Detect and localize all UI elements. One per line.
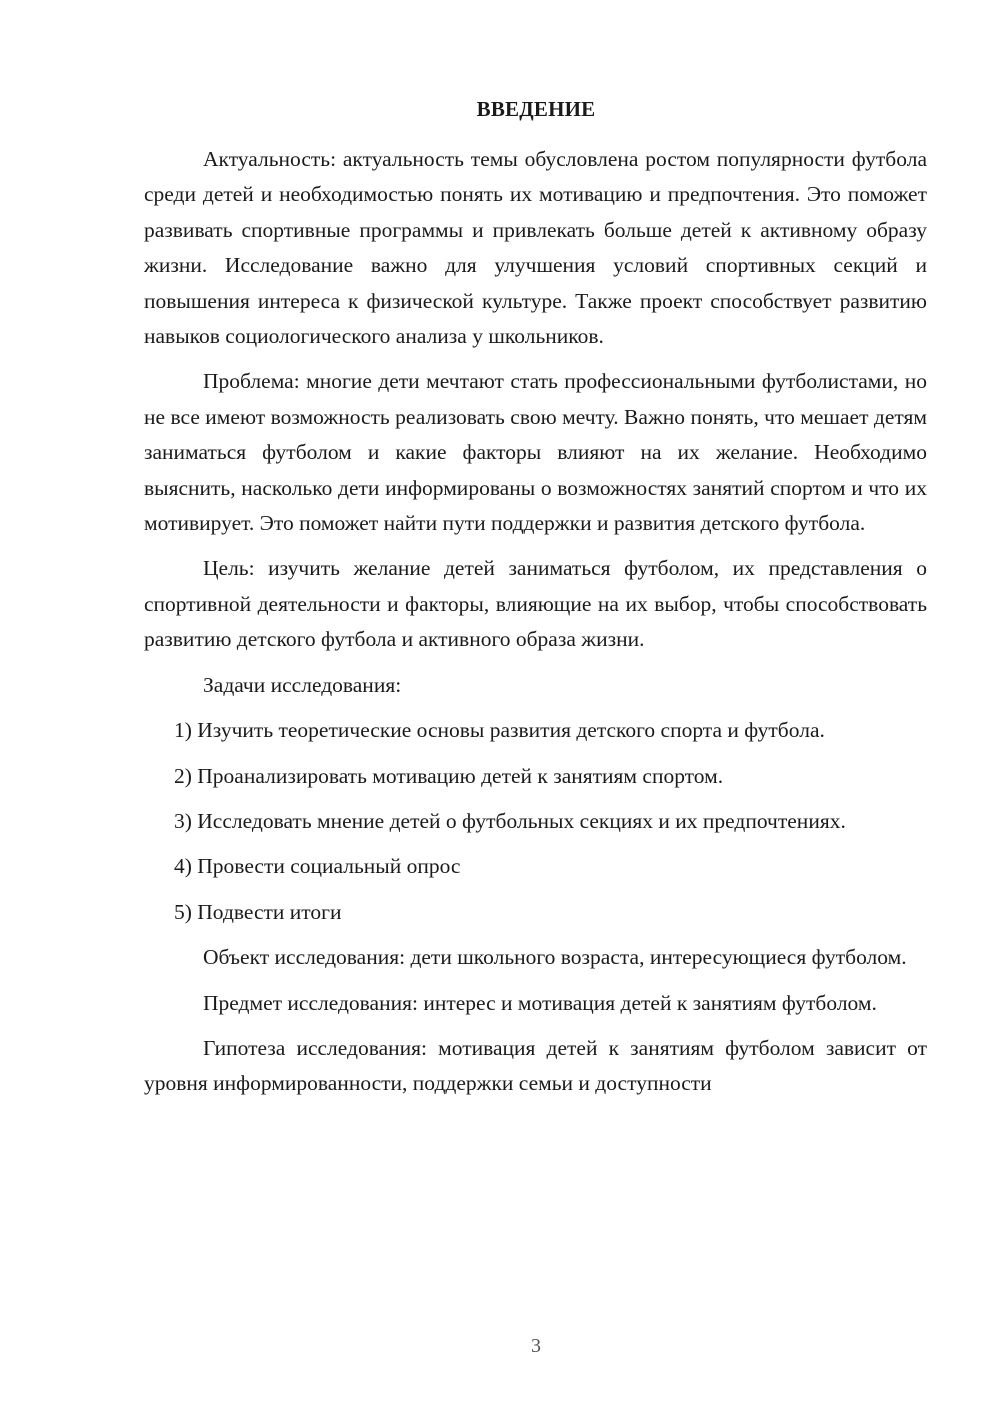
paragraph-subject: Предмет исследования: интерес и мотивация детей к занятиям футболом. <box>203 990 877 1015</box>
task-item-5: 5) Подвести итоги <box>174 899 342 924</box>
paragraph-relevance: Актуальность: актуальность темы обусловлена ростом популярности футбола среди детей и необходимостью понять их мотивацию и предпочтения. Это поможет развивать спортивные программы и привлекать больше детей к активному образу жизни. Исследование важно для улучшения условий спортивных секций и повышения интереса к физической культуре. Также проект способствует развитию навыков социологического анализа у школьников. <box>144 147 927 349</box>
task-item-4: 4) Провести социальный опрос <box>174 854 461 879</box>
paragraph-object: Объект исследования: дети школьного возраста, интересующиеся футболом. <box>203 945 907 970</box>
page-number: 3 <box>531 1335 541 1357</box>
task-item-2: 2) Проанализировать мотивацию детей к занятиям спортом. <box>174 763 724 788</box>
page-title: ВВЕДЕНИЕ <box>476 97 596 121</box>
paragraph-hypothesis: Гипотеза исследования: мотивация детей к занятиям футболом зависит от уровня информированности, поддержки семьи и доступности <box>144 1035 927 1096</box>
task-item-3: 3) Исследовать мнение детей о футбольных секциях и их предпочтениях. <box>174 808 846 833</box>
document-body <box>144 142 927 1112</box>
paragraph-problem: Проблема: многие дети мечтают стать профессиональными футболистами, но не все имеют возможность реализовать свою мечту. Важно понять, что мешает детям заниматься футболом и какие факторы влияют на их желание. Необходимо выяснить, насколько дети информированы о возможностях занятий спортом и что их мотивирует. Это поможет найти пути поддержки и развития детского футбола. <box>144 369 927 536</box>
task-item-1: 1) Изучить теоретические основы развития детского спорта и футбола. <box>174 718 825 743</box>
paragraph-goal: Цель: изучить желание детей заниматься футболом, их представления о спортивной деятельности и факторы, влияющие на их выбор, чтобы способствовать развитию детского футбола и активного образа жизни. <box>144 556 927 652</box>
tasks-heading: Задачи исследования: <box>203 672 402 697</box>
